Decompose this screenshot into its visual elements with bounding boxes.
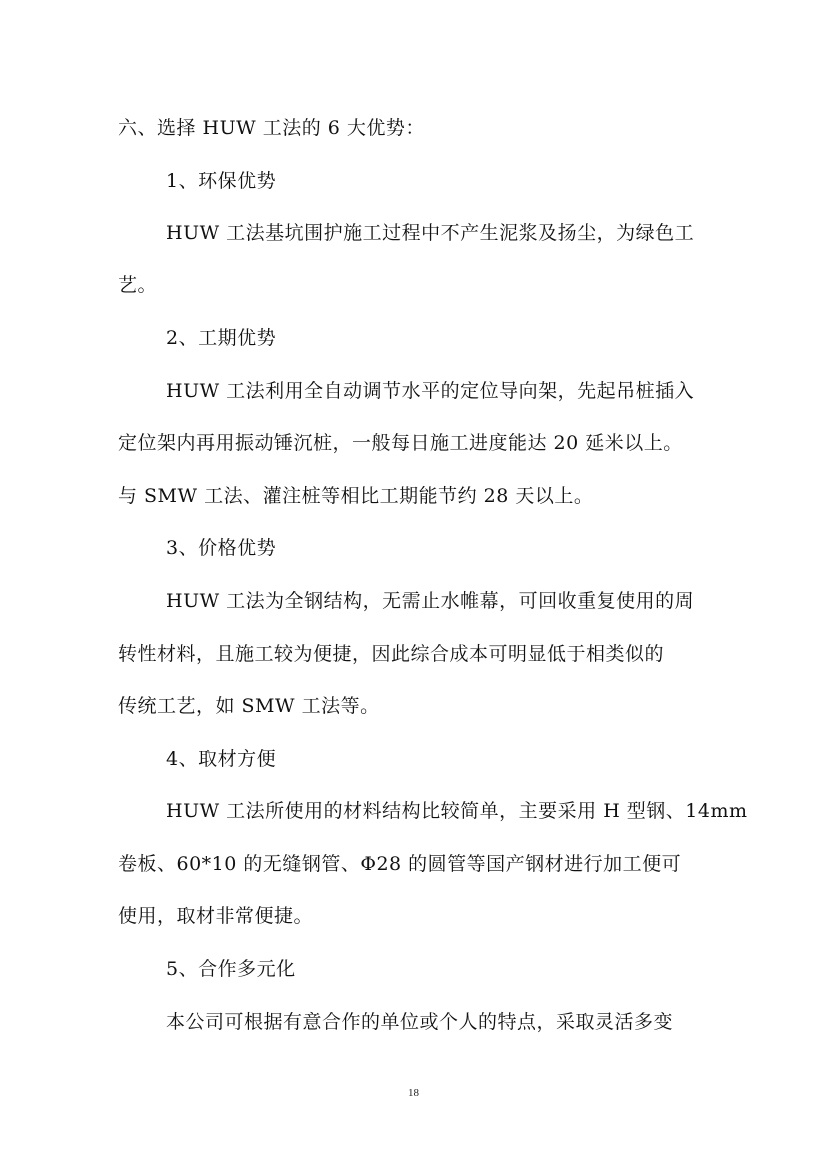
item-heading-3: 3、价格优势 [166, 537, 277, 559]
item-heading-1: 1、环保优势 [166, 170, 277, 192]
paragraph-line: HUW 工法所使用的材料结构比较简单，主要采用 H 型钢、14mm [166, 800, 748, 822]
paragraph-line: HUW 工法利用全自动调节水平的定位导向架，先起吊桩插入 [166, 380, 695, 402]
page-number: 18 [408, 1087, 419, 1099]
section-heading: 六、选择 HUW 工法的 6 大优势： [118, 117, 425, 139]
paragraph-line: 本公司可根据有意合作的单位或个人的特点，采取灵活多变 [166, 1011, 674, 1033]
paragraph-line: 卷板、60*10 的无缝钢管、Φ28 的圆管等国产钢材进行加工便可 [118, 853, 682, 875]
paragraph-line: HUW 工法为全钢结构，无需止水帷幕，可回收重复使用的周 [166, 590, 695, 612]
item-heading-2: 2、工期优势 [166, 327, 277, 349]
paragraph-line: HUW 工法基坑围护施工过程中不产生泥浆及扬尘，为绿色工 [166, 222, 695, 244]
item-heading-4: 4、取材方便 [166, 748, 277, 770]
paragraph-line: 定位架内再用振动锤沉桩，一般每日施工进度能达 20 延米以上。 [118, 432, 683, 454]
paragraph-line: 与 SMW 工法、灌注桩等相比工期能节约 28 天以上。 [118, 485, 594, 507]
paragraph-line: 转性材料，且施工较为便捷，因此综合成本可明显低于相类似的 [118, 643, 665, 665]
paragraph-line: 使用，取材非常便捷。 [118, 905, 314, 927]
paragraph-line: 艺。 [118, 274, 158, 296]
item-heading-5: 5、合作多元化 [166, 958, 296, 980]
paragraph-line: 传统工艺，如 SMW 工法等。 [118, 695, 380, 717]
